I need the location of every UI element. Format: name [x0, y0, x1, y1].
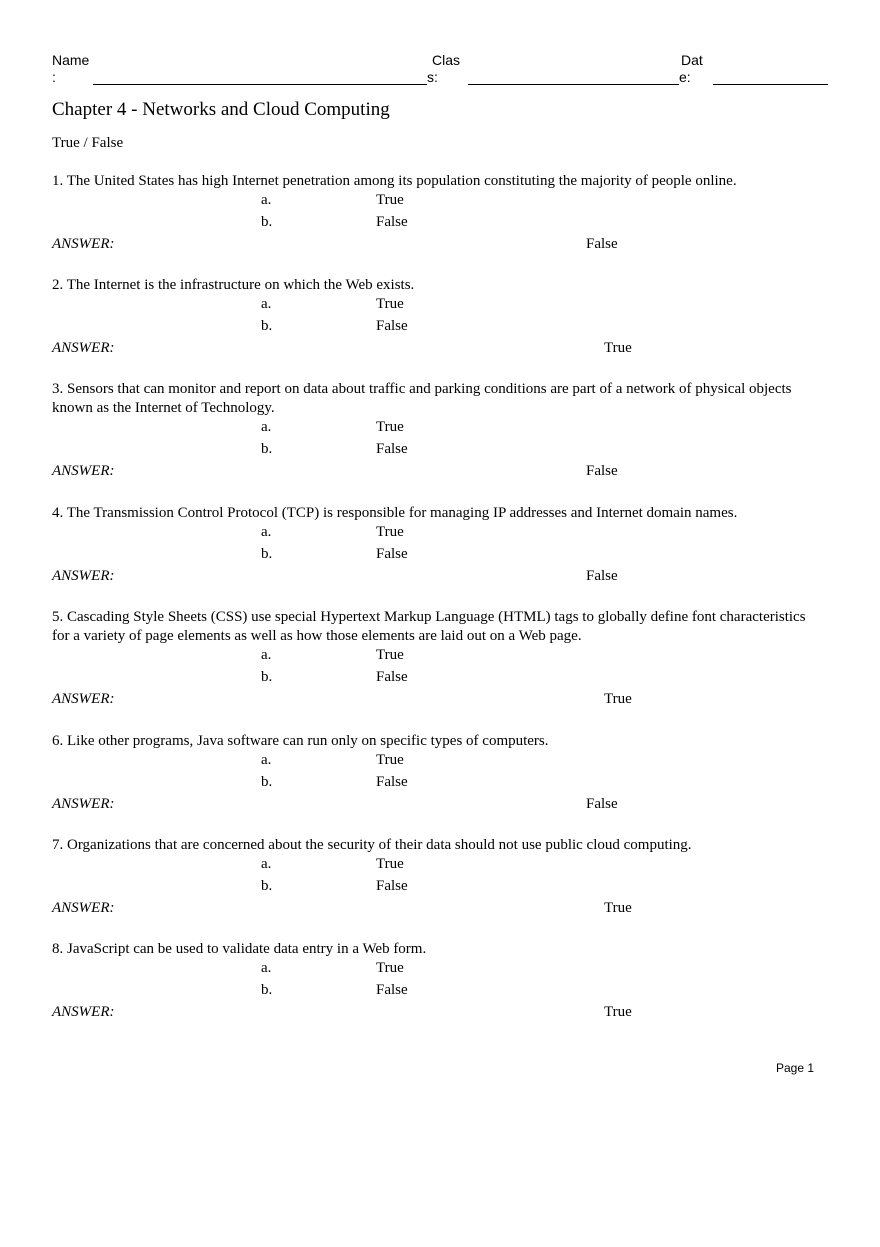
option-a[interactable]	[52, 646, 812, 668]
question-2	[52, 276, 812, 361]
option-letter: b.	[261, 669, 273, 685]
option-letter: a.	[261, 752, 272, 768]
option-text: False	[376, 878, 408, 894]
question-stem: 8. JavaScript can be used to validate data entry in a Web form.	[52, 941, 427, 957]
answer-label: ANSWER:	[52, 1004, 115, 1020]
option-text: True	[376, 296, 404, 312]
answer-row	[52, 339, 812, 361]
answer-row	[52, 899, 812, 921]
answer-row	[52, 235, 812, 257]
question-3	[52, 380, 812, 484]
question-5	[52, 608, 812, 712]
date-label: Dat	[681, 52, 703, 68]
answer-value: True	[604, 1004, 632, 1020]
question-stem: 1. The United States has high Internet penetration among its population constituting the majority of people online.	[52, 173, 737, 189]
answer-value: True	[604, 340, 632, 356]
class-label: Clas	[432, 52, 461, 68]
answer-label: ANSWER:	[52, 340, 115, 356]
question-stem: 7. Organizations that are concerned about the security of their data should not use public cloud computing.	[52, 837, 692, 853]
question-8	[52, 940, 812, 1025]
answer-value: True	[604, 691, 632, 707]
question-stem: 5. Cascading Style Sheets (CSS) use special Hypertext Markup Language (HTML) tags to globally define font characteristics for a variety of page elements as well as how those elements are laid out on a Web page.	[52, 609, 806, 644]
option-text: False	[376, 214, 408, 230]
question-stem: 4. The Transmission Control Protocol (TCP) is responsible for managing IP addresses and Internet domain names.	[52, 505, 738, 521]
option-b[interactable]	[52, 773, 812, 795]
option-letter: a.	[261, 856, 272, 872]
option-letter: a.	[261, 419, 272, 435]
option-letter: a.	[261, 192, 272, 208]
answer-value: False	[586, 796, 618, 812]
name-label: Name	[52, 52, 90, 68]
option-b[interactable]	[52, 213, 812, 235]
option-text: False	[376, 669, 408, 685]
answer-label: ANSWER:	[52, 900, 115, 916]
answer-row	[52, 462, 812, 484]
option-a[interactable]	[52, 523, 812, 545]
date-blank-line[interactable]	[713, 84, 828, 85]
option-letter: b.	[261, 214, 273, 230]
answer-row	[52, 795, 812, 817]
answer-value: False	[586, 463, 618, 479]
question-stem: 6. Like other programs, Java software can run only on specific types of computers.	[52, 733, 549, 749]
option-text: True	[376, 960, 404, 976]
option-text: True	[376, 524, 404, 540]
question-7	[52, 836, 812, 921]
class-blank-line[interactable]	[468, 84, 679, 85]
option-a[interactable]	[52, 751, 812, 773]
option-text: True	[376, 419, 404, 435]
class-label-suffix: s:	[427, 69, 438, 85]
question-4	[52, 504, 812, 589]
question-1	[52, 172, 812, 257]
option-b[interactable]	[52, 317, 812, 339]
answer-value: False	[586, 568, 618, 584]
option-text: False	[376, 441, 408, 457]
option-b[interactable]	[52, 440, 812, 462]
option-text: False	[376, 318, 408, 334]
answer-label: ANSWER:	[52, 796, 115, 812]
option-b[interactable]	[52, 545, 812, 567]
option-b[interactable]	[52, 668, 812, 690]
option-text: True	[376, 192, 404, 208]
answer-label: ANSWER:	[52, 236, 115, 252]
option-letter: a.	[261, 524, 272, 540]
option-b[interactable]	[52, 877, 812, 899]
option-letter: b.	[261, 982, 273, 998]
answer-row	[52, 567, 812, 589]
date-label-suffix: e:	[679, 69, 691, 85]
option-text: False	[376, 982, 408, 998]
question-6	[52, 732, 812, 817]
option-text: False	[376, 774, 408, 790]
option-a[interactable]	[52, 295, 812, 317]
page-number: Page 1	[776, 1061, 815, 1075]
option-a[interactable]	[52, 959, 812, 981]
option-a[interactable]	[52, 418, 812, 440]
option-letter: b.	[261, 441, 273, 457]
option-letter: b.	[261, 546, 273, 562]
option-text: False	[376, 546, 408, 562]
option-letter: b.	[261, 774, 273, 790]
option-letter: a.	[261, 960, 272, 976]
option-b[interactable]	[52, 981, 812, 1003]
option-letter: a.	[261, 647, 272, 663]
name-label-colon: :	[52, 69, 56, 85]
option-letter: b.	[261, 318, 273, 334]
option-a[interactable]	[52, 191, 812, 213]
answer-value: True	[604, 900, 632, 916]
option-text: True	[376, 752, 404, 768]
option-letter: a.	[261, 296, 272, 312]
answer-row	[52, 690, 812, 712]
section-heading: True / False	[52, 135, 124, 151]
name-blank-line[interactable]	[93, 84, 427, 85]
answer-label: ANSWER:	[52, 463, 115, 479]
answer-label: ANSWER:	[52, 568, 115, 584]
answer-row	[52, 1003, 812, 1025]
option-a[interactable]	[52, 855, 812, 877]
option-letter: b.	[261, 878, 273, 894]
question-stem: 2. The Internet is the infrastructure on which the Web exists.	[52, 277, 415, 293]
page-title: Chapter 4 - Networks and Cloud Computing	[52, 99, 390, 120]
option-text: True	[376, 856, 404, 872]
answer-label: ANSWER:	[52, 691, 115, 707]
answer-value: False	[586, 236, 618, 252]
option-text: True	[376, 647, 404, 663]
question-stem: 3. Sensors that can monitor and report on data about traffic and parking conditions are part of a network of physical objects known as the Internet of Technology.	[52, 381, 792, 416]
